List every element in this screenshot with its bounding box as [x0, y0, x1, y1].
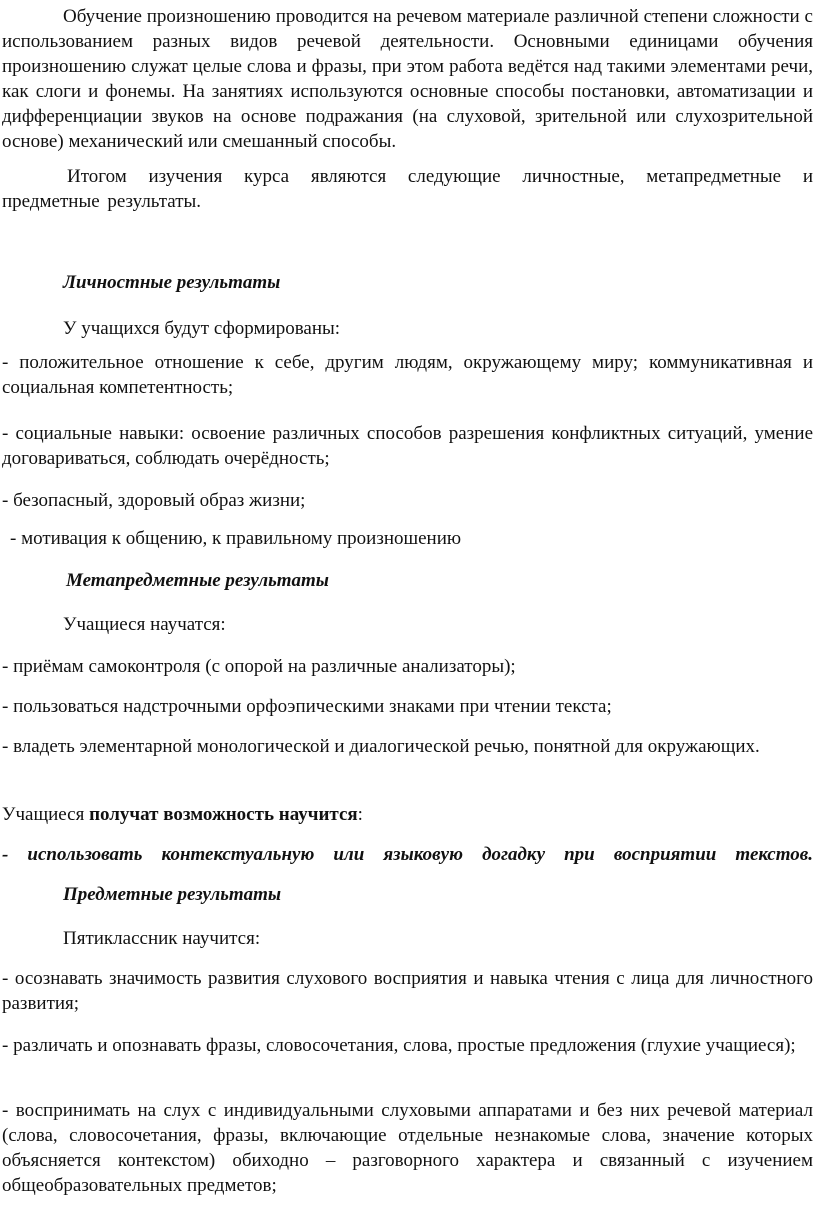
personal-item-2: - социальные навыки: освоение различных способов разрешения конфликтных ситуаций, умение договариваться, соблюдать очерёдность;: [2, 423, 813, 469]
meta-opportunity-line: [2, 802, 813, 827]
personal-item-4: - мотивация к общению, к правильному произношению: [10, 528, 462, 549]
meta-opportunity-item: - использовать контекстуальную или языковую догадку при восприятии текстов.: [2, 844, 813, 865]
meta-results-heading: Метапредметные результаты: [66, 570, 329, 591]
opportunity-bold: получат возможность научится: [89, 804, 358, 825]
personal-item-1: - положительное отношение к себе, другим людям, окружающему миру; коммуникативная и социальная компетентность;: [2, 352, 813, 398]
personal-results-lead: У учащихся будут сформированы:: [63, 318, 341, 339]
personal-results-heading: Личностные результаты: [63, 272, 281, 293]
meta-results-lead: Учащиеся научатся:: [63, 614, 226, 635]
subject-item-1: - осознавать значимость развития слухового восприятия и навыка чтения с лица для личностного развития;: [2, 968, 813, 1014]
subject-item-2: - различать и опознавать фразы, словосочетания, слова, простые предложения (глухие учащиеся);: [2, 1035, 796, 1056]
subject-results-heading: Предметные результаты: [63, 884, 282, 905]
opportunity-prefix: Учащиеся: [2, 804, 90, 825]
meta-item-2: - пользоваться надстрочными орфоэпическими знаками при чтении текста;: [2, 696, 612, 717]
meta-item-3: - владеть элементарной монологической и диалогической речью, понятной для окружающих.: [2, 736, 760, 757]
personal-item-3: - безопасный, здоровый образ жизни;: [2, 490, 306, 511]
intro-paragraph: Обучение произношению проводится на речевом материале различной степени сложности с использованием разных видов речевой деятельности. Основными единицами обучения произношению служат целые слова и фразы, при этом работа ведётся над такими элементами речи, как слоги и фонемы. На занятиях используются основные способы постановки, автоматизации и дифференциации звуков на основе подражания (на слуховой, зрительной или слухозрительной основе) механический или смешанный способы.: [2, 6, 813, 152]
subject-results-lead: Пятиклассник научится:: [63, 928, 261, 949]
opportunity-suffix: :: [357, 804, 363, 825]
meta-item-1: - приёмам самоконтроля (с опорой на различные анализаторы);: [2, 656, 516, 677]
subject-item-3: - воспринимать на слух с индивидуальными слуховыми аппаратами и без них речевой материал (слова, словосочетания, фразы, включающие отдельные незнакомые слова, значение которых объясняется контекстом) обиходно – разговорного характера и связанный с изучением общеобразовательных предметов;: [2, 1100, 813, 1196]
results-intro-paragraph: Итогом изучения курса являются следующие личностные, метапредметные и предметные результаты.: [2, 166, 813, 212]
